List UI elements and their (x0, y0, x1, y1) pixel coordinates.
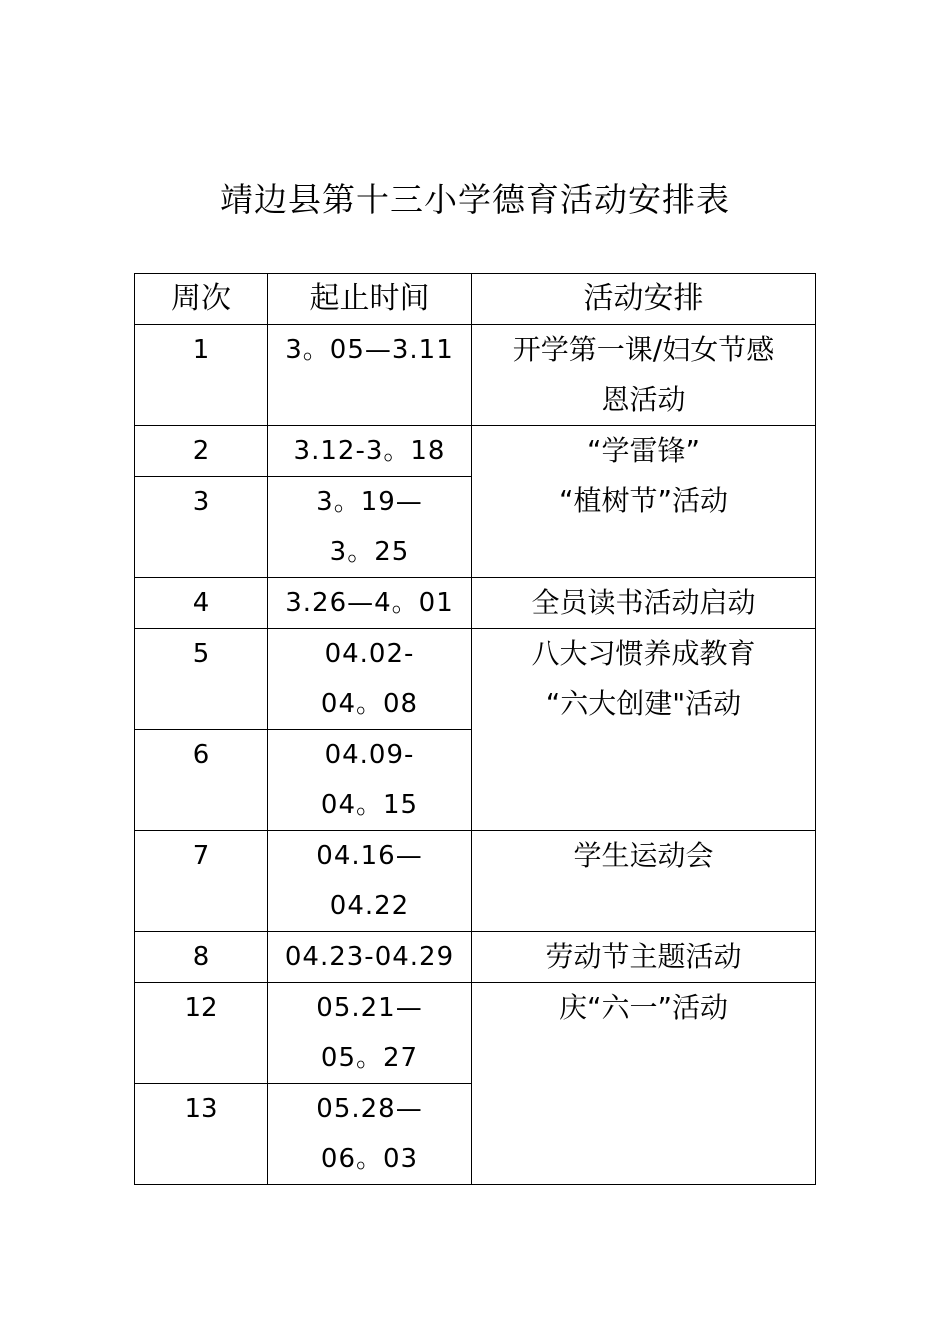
table-row (135, 932, 816, 983)
date-line: 3.12-3。18 (293, 436, 446, 466)
table-row (135, 629, 816, 730)
date-line: 05.28— (316, 1094, 423, 1124)
activity-cell (472, 932, 816, 983)
date-line: 04.23-04.29 (284, 942, 455, 972)
week-cell: 2 (135, 426, 268, 477)
date-line: 04.09- (324, 740, 415, 770)
date-line: 05。27 (320, 1043, 419, 1073)
activity-cell (472, 578, 816, 629)
date-cell (268, 831, 472, 932)
date-line: 3。19— (316, 487, 423, 517)
activity-line: 开学第一课/妇女节感 (512, 333, 775, 366)
activity-line: “植树节”活动 (558, 484, 728, 517)
date-line: 05.21— (316, 993, 423, 1023)
header-activity: 活动安排 (472, 274, 816, 325)
date-line: 3。25 (329, 537, 410, 567)
week-cell: 5 (135, 629, 268, 730)
week-cell: 6 (135, 730, 268, 831)
activity-line: 全员读书活动启动 (531, 586, 756, 619)
activity-cell (472, 983, 816, 1185)
week-cell: 8 (135, 932, 268, 983)
activity-line: “六大创建"活动 (545, 687, 742, 720)
week-cell: 12 (135, 983, 268, 1084)
activity-cell (472, 831, 816, 932)
activity-line: 学生运动会 (573, 839, 714, 872)
date-line: 04.02- (324, 639, 415, 669)
date-line: 3。05—3.11 (285, 335, 454, 365)
date-cell (268, 983, 472, 1084)
table-row (135, 983, 816, 1084)
schedule-table (134, 273, 816, 1185)
table-row (135, 325, 816, 426)
date-cell (268, 629, 472, 730)
activity-cell (472, 426, 816, 578)
date-cell (268, 477, 472, 578)
date-cell (268, 932, 472, 983)
activity-line: 庆“六一”活动 (558, 991, 728, 1024)
activity-line: “学雷锋” (586, 434, 700, 467)
week-cell: 1 (135, 325, 268, 426)
date-line: 04.16— (316, 841, 423, 871)
date-cell (268, 325, 472, 426)
date-line: 04。15 (320, 790, 419, 820)
date-cell (268, 578, 472, 629)
date-cell (268, 730, 472, 831)
header-week: 周次 (135, 274, 268, 325)
date-line: 04.22 (329, 891, 410, 921)
table-header-row (135, 274, 816, 325)
activity-line: 八大习惯养成教育 (531, 637, 756, 670)
table-row (135, 426, 816, 477)
activity-line: 恩活动 (601, 383, 686, 416)
activity-line: 劳动节主题活动 (545, 940, 742, 973)
activity-cell (472, 629, 816, 831)
date-cell (268, 426, 472, 477)
table-row (135, 831, 816, 932)
page-title: 靖边县第十三小学德育活动安排表 (220, 180, 730, 219)
week-cell: 4 (135, 578, 268, 629)
date-line: 3.26—4。01 (285, 588, 454, 618)
week-cell: 13 (135, 1084, 268, 1185)
table-row (135, 578, 816, 629)
week-cell: 3 (135, 477, 268, 578)
activity-cell (472, 325, 816, 426)
date-line: 04。08 (320, 689, 419, 719)
week-cell: 7 (135, 831, 268, 932)
date-cell (268, 1084, 472, 1185)
date-line: 06。03 (320, 1144, 419, 1174)
header-date: 起止时间 (268, 274, 472, 325)
